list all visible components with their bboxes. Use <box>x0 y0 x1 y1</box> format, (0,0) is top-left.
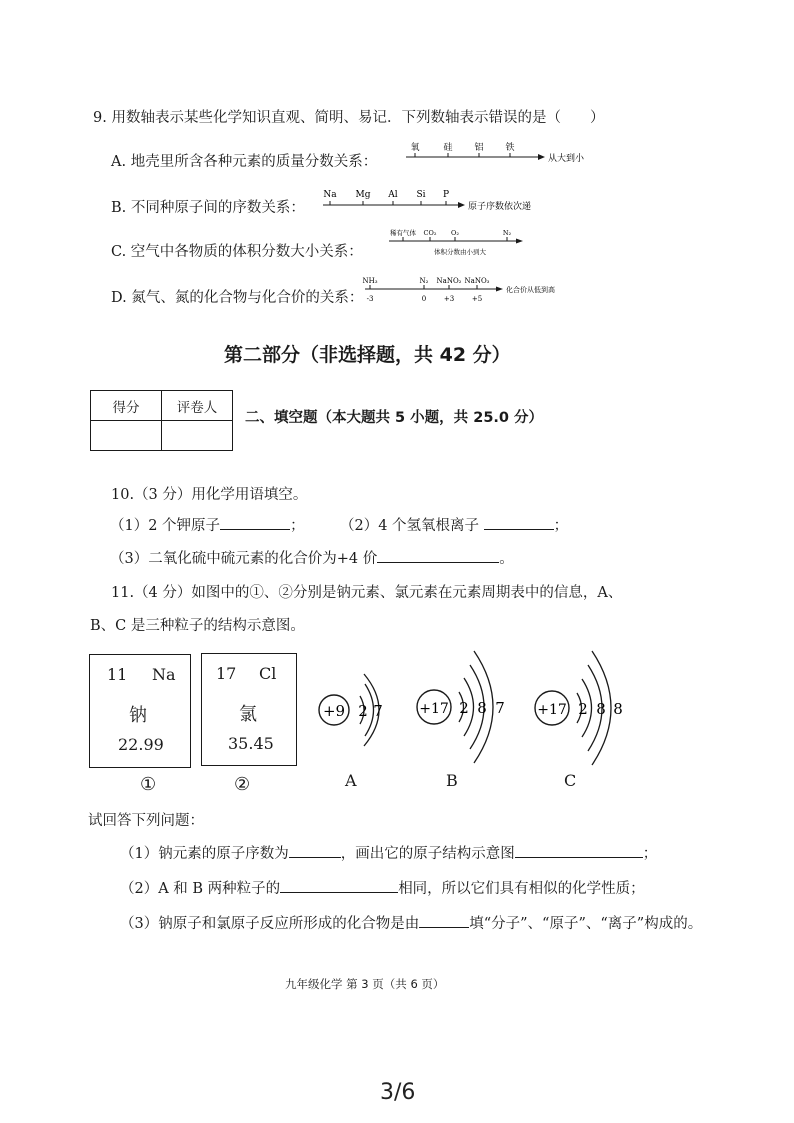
structure-diagram-b <box>412 645 512 775</box>
q10-part2-text: （2）4 个氢氧根离子 <box>340 518 480 534</box>
answer-blank[interactable] <box>289 843 341 858</box>
atomic-number: 17 <box>216 664 237 683</box>
element-name: 钠 <box>129 705 147 726</box>
q11-prompt: 试回答下列问题： <box>88 813 204 829</box>
q11-answer2 <box>120 877 645 898</box>
grader-header: 评卷人 <box>162 391 233 421</box>
tick-label: Si <box>416 190 426 200</box>
tick-label: N₂ <box>419 277 429 285</box>
tick-label: P <box>442 190 450 200</box>
cell-label: ① <box>140 774 157 795</box>
answer-blank[interactable] <box>484 515 554 530</box>
q10-part3 <box>110 547 514 568</box>
q9-stem: 9. 用数轴表示某些化学知识直观、简明、易记．下列数轴表示错误的是（ ） <box>93 110 605 126</box>
tick-label: 铝 <box>474 143 484 153</box>
tick-label: CO₂ <box>423 229 437 237</box>
element-symbol: Cl <box>259 664 277 683</box>
q9-option-d: D. 氮气、氮的化合物与化合价的关系： <box>111 290 364 306</box>
structure-diagram-a <box>310 660 400 770</box>
q11-answer3-end: 填“分子”、“原子”、“离子”构成的。 <box>469 916 703 932</box>
shell-electrons: 2 <box>358 702 368 720</box>
tick-label: Na <box>323 190 337 200</box>
nucleus-charge: +9 <box>322 702 346 720</box>
number-line-a <box>400 137 600 167</box>
score-header: 得分 <box>91 391 162 421</box>
element-cell-na <box>89 654 191 768</box>
shell-electrons: 2 <box>578 700 588 718</box>
punct: 。 <box>499 551 514 567</box>
q10-part2 <box>340 514 568 535</box>
shell-electrons: 8 <box>596 700 606 718</box>
tick-label: 稀有气体 <box>390 229 416 237</box>
score-cell[interactable] <box>91 421 162 451</box>
number-line-d <box>362 272 562 306</box>
tick-label: NaNO₂ <box>436 277 462 285</box>
tick-label: Al <box>388 190 398 200</box>
answer-blank[interactable] <box>377 548 499 563</box>
cell-label: ② <box>234 774 251 795</box>
answer-blank[interactable] <box>515 843 643 858</box>
page-footer: 九年级化学 第 3 页（共 6 页） <box>285 977 445 991</box>
q11-answer3-text: （3）钠原子和氯原子反应所形成的化合物是由 <box>120 916 420 932</box>
valence-label: +5 <box>471 295 483 303</box>
shell-electrons: 8 <box>613 700 623 718</box>
diagram-label: C <box>564 771 577 790</box>
q10-part3-text: （3）二氧化硫中硫元素的化合价为+4 价 <box>110 551 378 567</box>
answer-blank[interactable] <box>220 515 290 530</box>
atomic-mass: 35.45 <box>228 734 274 753</box>
q11-answer1-mid: ，画出它的原子结构示意图 <box>340 846 515 862</box>
q10-stem: 10.（3 分）用化学用语填空。 <box>111 487 308 503</box>
tick-label: 硅 <box>443 143 453 153</box>
structure-diagram-c <box>528 645 638 775</box>
valence-label: +3 <box>443 295 455 303</box>
axis-end-label: 原子序数依次递 <box>468 202 532 212</box>
diagram-label: A <box>345 771 357 790</box>
q11-answer1 <box>120 842 657 863</box>
atomic-mass: 22.99 <box>118 735 164 754</box>
punct: ； <box>290 518 305 534</box>
tick-label: Mg <box>355 190 371 200</box>
q11-answer2-end: 相同，所以它们具有相似的化学性质； <box>398 881 645 897</box>
axis-end-label: 从大到小 <box>548 154 585 164</box>
diagram-label: B <box>446 771 458 790</box>
nucleus-charge: +17 <box>419 701 449 717</box>
answer-blank[interactable] <box>419 913 469 928</box>
tick-label: 铁 <box>505 143 515 153</box>
element-name: 氯 <box>239 704 257 725</box>
q11-answer3 <box>120 912 702 933</box>
q9-option-c: C. 空气中各物质的体积分数大小关系： <box>111 244 363 260</box>
axis-caption: 体积分数由小到大 <box>434 248 486 256</box>
tick-label: NH₃ <box>362 277 378 285</box>
answer-blank[interactable] <box>280 878 398 893</box>
tick-label: NaNO₃ <box>464 277 490 285</box>
score-table <box>90 390 233 451</box>
shell-electrons: 7 <box>373 702 383 720</box>
tick-label: 氧 <box>410 143 420 153</box>
shell-electrons: 2 <box>459 699 469 717</box>
axis-end-label: 化合价从低到高 <box>506 286 555 294</box>
q11-answer2-text: （2）A 和 B 两种粒子的 <box>120 881 281 897</box>
part-heading: 第二部分（非选择题，共 42 分） <box>224 344 511 366</box>
valence-label: -3 <box>366 295 374 303</box>
element-cell-cl <box>201 653 297 766</box>
tick-label: O₂ <box>451 229 459 237</box>
q11-stem-line1: 11.（4 分）如图中的①、②分别是钠元素、氯元素在元素周期表中的信息，A、 <box>111 585 623 601</box>
punct: ； <box>642 846 658 862</box>
atomic-number: 11 <box>107 665 128 684</box>
q10-part1-text: （1）2 个钾原子 <box>110 518 221 534</box>
shell-electrons: 7 <box>495 699 505 717</box>
q11-answer1-text: （1）钠元素的原子序数为 <box>120 846 289 862</box>
nucleus-charge: +17 <box>537 702 567 718</box>
q9-option-a: A. 地壳里所含各种元素的质量分数关系： <box>111 154 378 170</box>
punct: ； <box>553 518 569 534</box>
section-title: 二、填空题（本大题共 5 小题，共 25.0 分） <box>245 410 544 426</box>
grader-cell[interactable] <box>162 421 233 451</box>
q10-part1 <box>110 514 305 535</box>
page-indicator: 3/6 <box>380 1080 416 1105</box>
q9-option-b: B. 不同种原子间的序数关系： <box>111 200 305 216</box>
number-line-b <box>318 184 558 214</box>
element-symbol: Na <box>152 665 176 684</box>
q11-stem-line2: B、C 是三种粒子的结构示意图。 <box>90 618 305 634</box>
shell-electrons: 8 <box>477 699 487 717</box>
number-line-c <box>385 226 535 262</box>
tick-label: N₂ <box>502 229 512 237</box>
valence-label: 0 <box>421 295 427 303</box>
